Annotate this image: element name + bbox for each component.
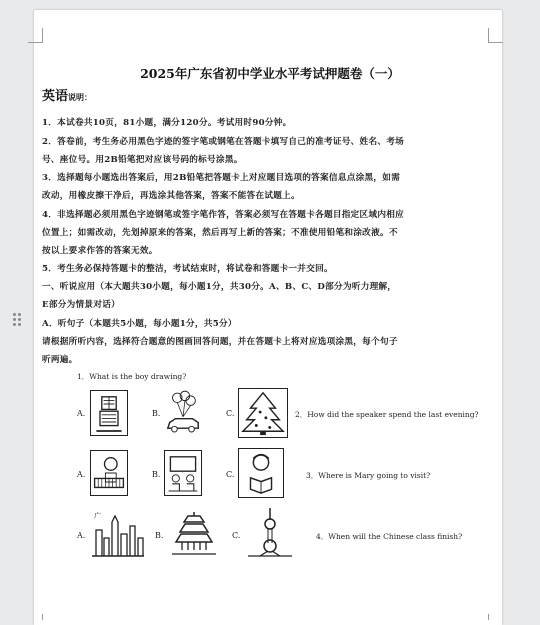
instruction-line: 1．本试卷共10页，81小题，满分120分。考试用时90分钟。 [42, 118, 292, 128]
part-a-description: 请根据所听内容，选择符合题意的图画回答问题，并在答题卡上将对应选项涂黑，每个句子 [42, 337, 398, 347]
subject-name: 英语 [42, 89, 69, 104]
instruction-line: 按以上要求作答的答案无效。 [42, 246, 158, 256]
instruction-line: 改动，用橡皮擦干净后，再选涂其他答案，答案不能答在试题上。 [42, 191, 300, 201]
oriental-pearl-tower-icon[interactable] [246, 506, 294, 558]
crop-mark-bottom-left [28, 614, 43, 620]
instruction-line: 3．选择题每小题选出答案后，用2B铅笔把答题卡上对应题目选项的答案信息点涂黑，如需 [42, 173, 401, 183]
instruction-line: 5．考生务必保持答题卡的整洁，考试结束时，将试卷和答题卡一并交回。 [42, 264, 333, 274]
option-c-label[interactable]: C. [226, 470, 235, 479]
option-a-label[interactable]: A. [77, 409, 86, 418]
instruction-line: 位置上；如需改动，先划掉原来的答案，然后再写上新的答案；不准使用铅笔和涂改液。不 [42, 228, 398, 238]
crop-mark-bottom-right [488, 614, 503, 620]
option-a-label[interactable]: A. [77, 470, 86, 479]
part-a-heading: A．听句子（本题共5小题，每小题1分，共5分） [42, 319, 237, 329]
section-heading: 一、听说应用（本大题共30小题，每小题1分，共30分。A、B、C、D部分为听力理解， [42, 282, 397, 292]
family-tv-picture-icon[interactable] [164, 450, 202, 496]
option-c-label[interactable]: C. [226, 409, 235, 418]
guangzhou-skyline-icon[interactable] [90, 508, 146, 558]
tiger-picture-icon[interactable] [90, 390, 128, 436]
question-3: 3．Where is Mary going to visit? [306, 471, 431, 480]
instruction-line: 号、座位号。用2B铅笔把对应该号码的标号涂黑。 [42, 155, 243, 165]
question-1: 1．What is the boy drawing? [77, 372, 187, 381]
option-c-label[interactable]: C. [232, 531, 241, 540]
car-balloons-picture-icon[interactable] [164, 390, 202, 436]
question-4: 4．When will the Chinese class finish? [316, 532, 463, 541]
option-b-label[interactable]: B. [155, 531, 164, 540]
boy-piano-picture-icon[interactable] [90, 450, 128, 496]
exam-title: 2025年广东省初中学业水平考试押题卷（一） [140, 66, 400, 81]
svg-text:广: 广 [94, 512, 101, 520]
crop-mark-top-right [488, 28, 503, 43]
option-b-label[interactable]: B. [152, 409, 161, 418]
drag-handle-icon[interactable] [13, 313, 23, 325]
question-2: 2．How did the speaker spend the last evening? [295, 410, 479, 419]
part-a-description: 听两遍。 [42, 355, 78, 365]
girl-reading-picture-icon[interactable] [238, 448, 284, 498]
option-a-label[interactable]: A. [77, 531, 86, 540]
crop-mark-top-left [28, 28, 43, 43]
option-b-label[interactable]: B. [152, 470, 161, 479]
temple-of-heaven-icon[interactable] [168, 508, 220, 558]
subject-note: 说明： [68, 92, 93, 102]
instruction-line: 4．非选择题必须用黑色字迹钢笔或签字笔作答，答案必须写在答题卡各题目指定区域内相应 [42, 210, 405, 220]
subject-heading [42, 85, 92, 104]
instruction-line: 2．答卷前，考生务必用黑色字迹的签字笔或钢笔在答题卡填写自己的准考证号、姓名、考场 [42, 137, 405, 147]
section-heading-cont: E部分为情景对话） [42, 300, 121, 310]
christmas-tree-picture-icon[interactable] [238, 388, 288, 438]
